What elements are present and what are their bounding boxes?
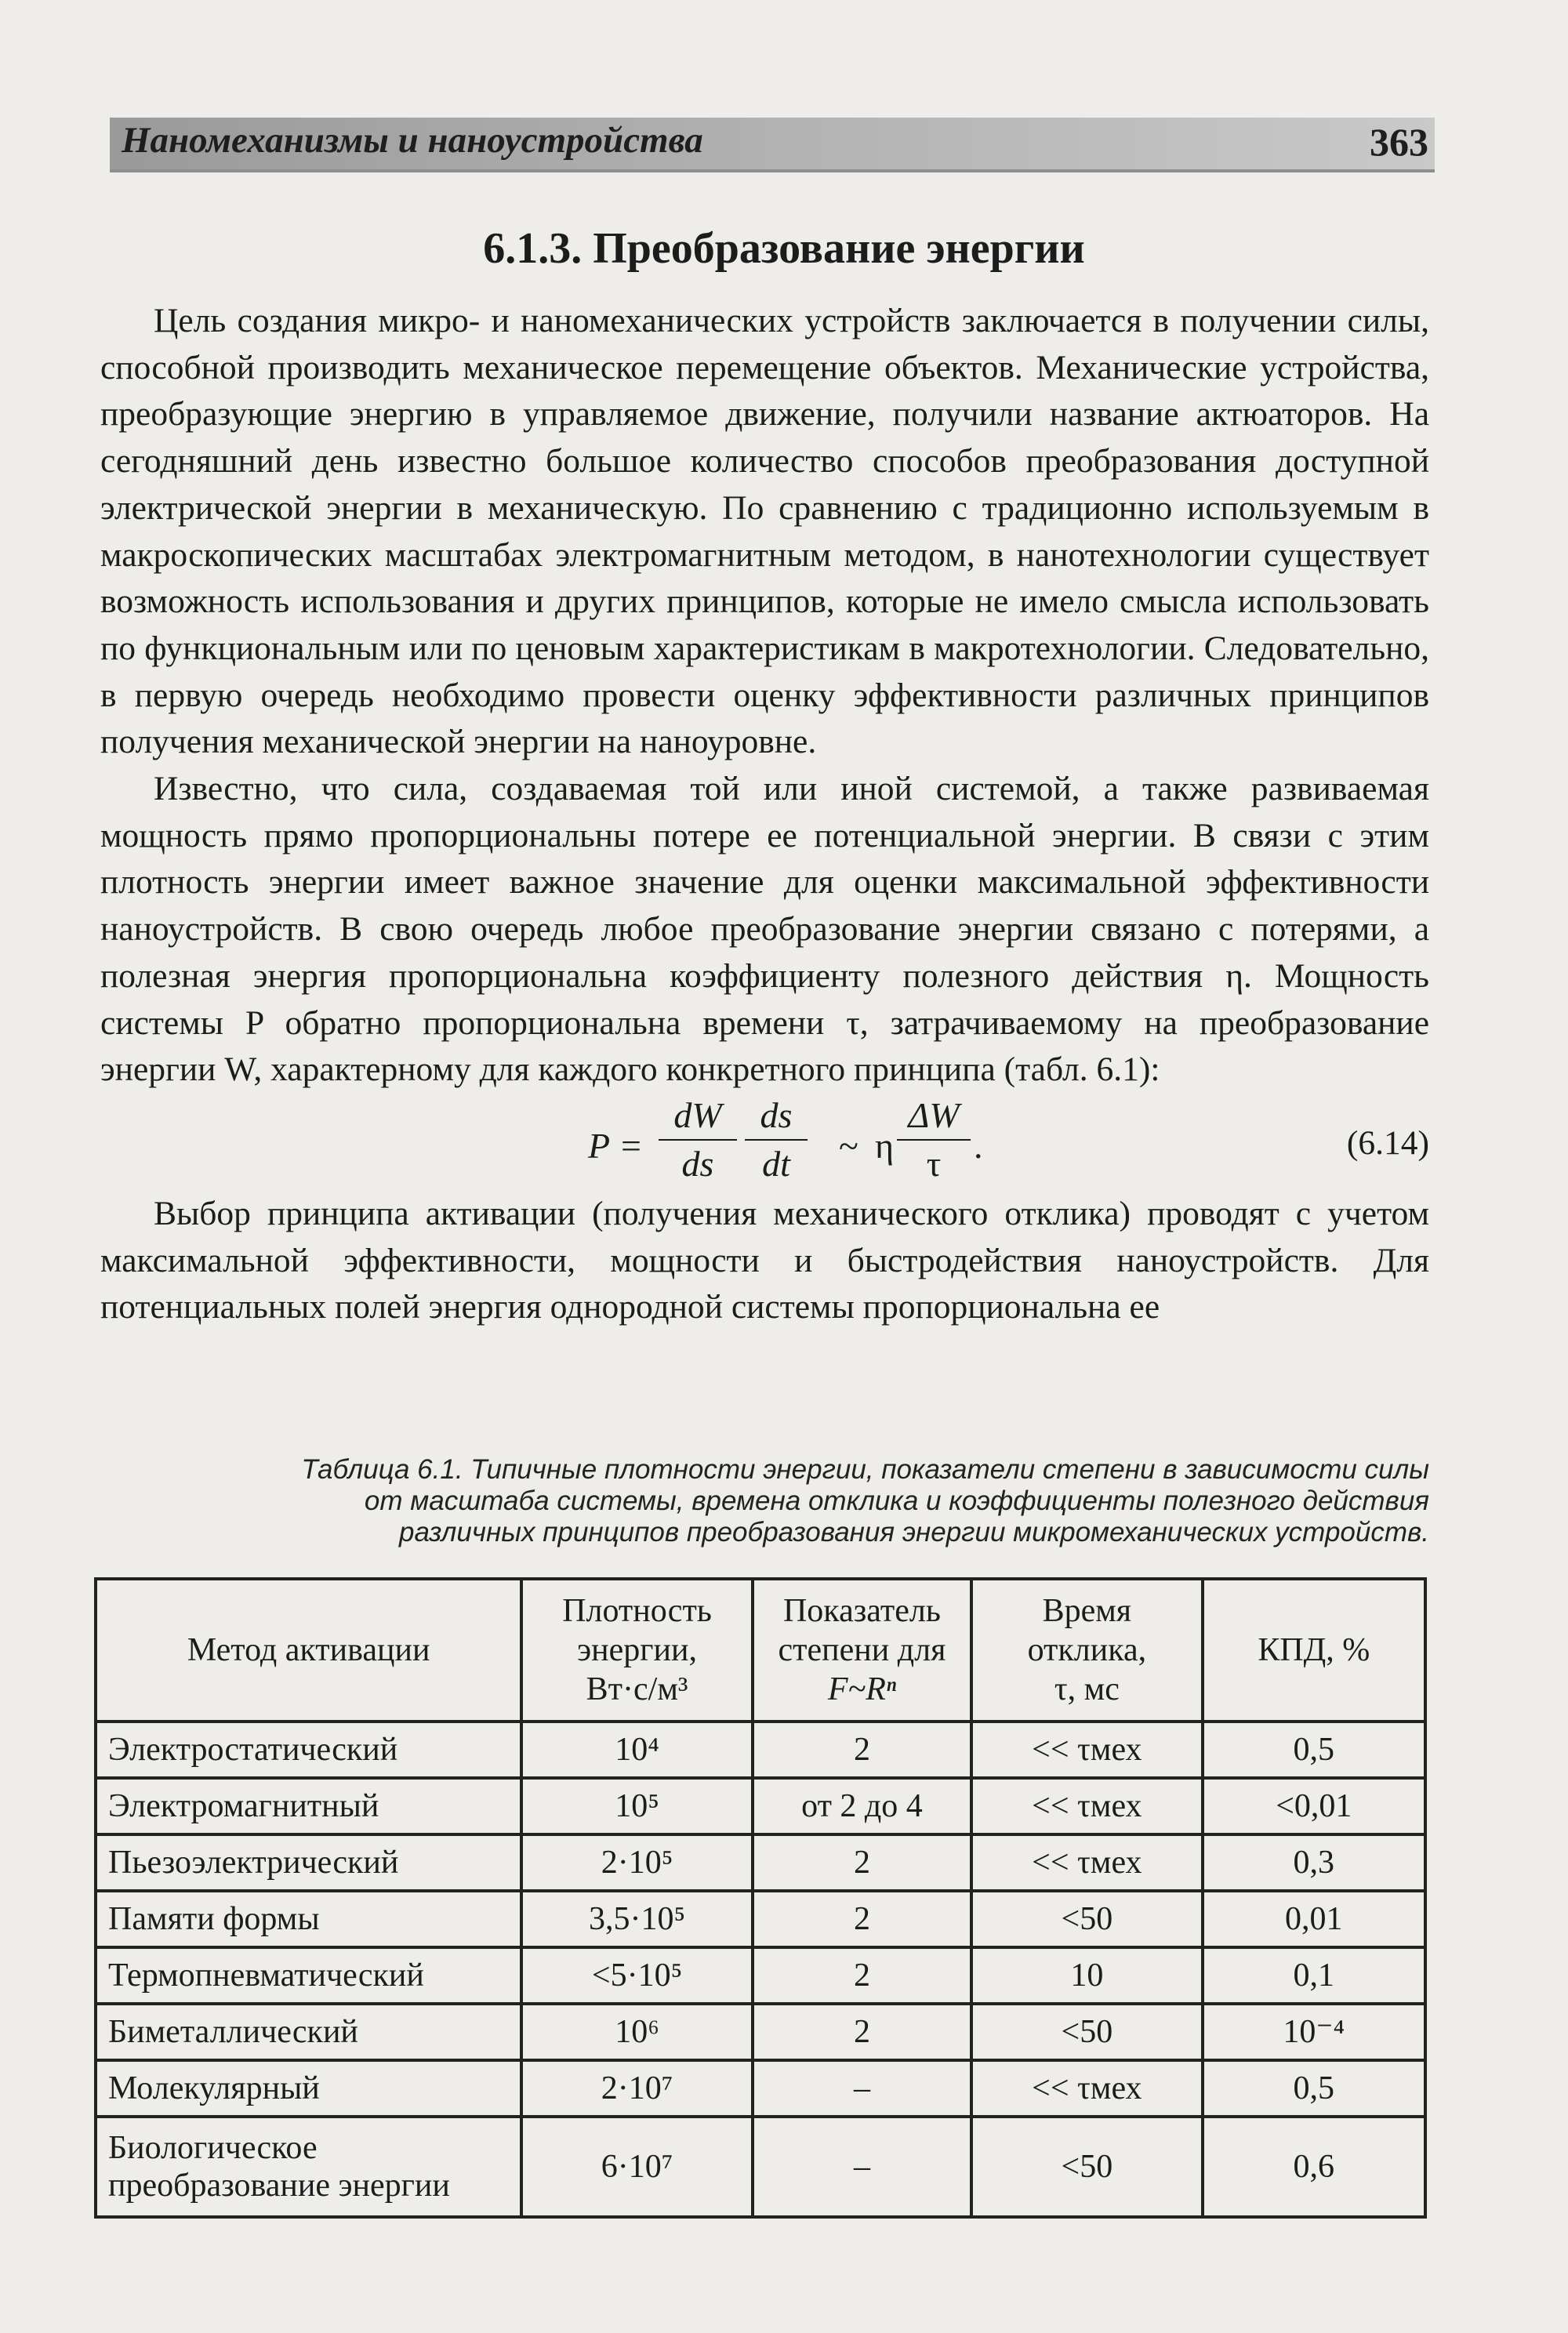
header-response-time [971, 1579, 1203, 1722]
formula-lhs: P [588, 1125, 611, 1166]
header-line: отклика, [1027, 1632, 1147, 1668]
cell-method: Электростатический [96, 1722, 521, 1778]
cell-method: Электромагнитный [96, 1778, 521, 1834]
caption-line: Таблица 6.1. Типичные плотности энергии, показатели степени в зависимости силы [301, 1454, 1429, 1485]
cell-exponent: 2 [753, 2004, 971, 2060]
cell-density: <5·10⁵ [521, 1947, 753, 2004]
caption-line: различных принципов преобразования энергии микромеханических устройств. [399, 1517, 1429, 1547]
cell-time: <50 [971, 2117, 1203, 2217]
cell-efficiency: 10⁻⁴ [1203, 2004, 1425, 2060]
table-row [96, 2117, 1425, 2217]
fraction-denominator: dt [762, 1143, 790, 1184]
paragraph: Выбор принципа активации (получения механического отклика) проводят с учетом максимальной эффективности, мощности и быстродействия наноустройств. Для потенциальных полей энергия однородной системы пропорциональна ее [100, 1194, 1429, 1326]
cell-method: Биметаллический [96, 2004, 521, 2060]
fraction-numerator: ds [760, 1094, 793, 1135]
cell-method: Молекулярный [96, 2060, 521, 2117]
header-line: энергии, [577, 1632, 697, 1668]
cell-time: << τмех [971, 1722, 1203, 1778]
table-body [96, 1722, 1425, 2217]
energy-table [94, 1577, 1427, 2219]
cell-efficiency: 0,6 [1203, 2117, 1425, 2217]
formula-equals: = [621, 1125, 641, 1166]
cell-exponent: – [753, 2060, 971, 2117]
table-header-row [96, 1579, 1425, 1722]
cell-method: Термопневматический [96, 1947, 521, 2004]
caption-line: от масштаба системы, времена отклика и коэффициенты полезного действия [364, 1486, 1429, 1516]
paragraph: Известно, что сила, создаваемая той или иной системой, а также развиваемая мощность прямо пропорциональны потере ее потенциальной энергии. В связи с этим плотность энергии имеет важное значение для оценки максимальной эффективности наноустройств. В свою очередь любое преобразование энергии связано с потерями, а полезная энергия пропорциональна коэффициенту полезного действия η. Мощность системы P обратно пропорциональна времени τ, затрачиваемому на преобразование энергии W, характерному для каждого конкретного принципа (табл. 6.1): [100, 770, 1429, 1089]
body-text [100, 298, 1429, 1331]
fraction-bar [745, 1139, 808, 1141]
table-row [96, 1834, 1425, 1891]
cell-method: Памяти формы [96, 1891, 521, 1947]
cell-efficiency: 0,1 [1203, 1947, 1425, 2004]
cell-exponent: 2 [753, 1722, 971, 1778]
cell-density: 10⁶ [521, 2004, 753, 2060]
fraction-bar [897, 1139, 971, 1141]
running-head: Наномеханизмы и наноустройства [122, 120, 703, 161]
header-density [521, 1579, 753, 1722]
table-row [96, 2060, 1425, 2117]
cell-time: << τмех [971, 1778, 1203, 1834]
cell-density: 10⁴ [521, 1722, 753, 1778]
header-line: степени для [778, 1632, 946, 1668]
cell-exponent: 2 [753, 1834, 971, 1891]
cell-method: Пьезоэлектрический [96, 1834, 521, 1891]
cell-exponent: – [753, 2117, 971, 2217]
cell-efficiency: 0,01 [1203, 1891, 1425, 1947]
formula-fraction-dw-ds [659, 1094, 737, 1186]
table-row [96, 1722, 1425, 1778]
fraction-numerator: ΔW [908, 1094, 960, 1135]
header-method: Метод активации [96, 1579, 521, 1722]
cell-exponent: 2 [753, 1891, 971, 1947]
fraction-denominator: τ [926, 1143, 942, 1184]
fraction-denominator: ds [681, 1143, 714, 1184]
paragraph: Цель создания микро- и наномеханических устройств заключается в получении силы, способной производить механическое перемещение объектов. Механические устройства, преобразующие энергию в управляемое движение, получили название актюаторов. На сегодняшний день известно большое количество способов преобразования доступной электрической энергии в механическую. По сравнению с традиционно используемым в макроскопических масштабах электромагнитным методом, в нанотехнологии существует возможность использования и других принципов, которые не имело смысла использовать по функциональным или по ценовым характеристикам в макротехнологии. Следовательно, в первую очередь необходимо провести оценку эффективности различных принципов получения механической энергии на наноуровне. [100, 302, 1429, 761]
cell-density: 2·10⁵ [521, 1834, 753, 1891]
cell-time: <50 [971, 2004, 1203, 2060]
cell-exponent: от 2 до 4 [753, 1778, 971, 1834]
cell-method: Биологическое преобразование энергии [96, 2117, 521, 2217]
formula-number: (6.14) [1346, 1123, 1429, 1162]
cell-density: 2·10⁷ [521, 2060, 753, 2117]
section-title: 6.1.3. Преобразование энергии [483, 224, 1085, 273]
header-equation: F~Rⁿ [827, 1671, 897, 1707]
fraction-bar [659, 1139, 737, 1141]
cell-time: << τмех [971, 1834, 1203, 1891]
cell-efficiency: 0,5 [1203, 1722, 1425, 1778]
cell-density: 10⁵ [521, 1778, 753, 1834]
table-caption [100, 1454, 1429, 1548]
cell-time: 10 [971, 1947, 1203, 2004]
header-line: τ, мс [1054, 1671, 1120, 1707]
cell-time: << τмех [971, 2060, 1203, 2117]
fraction-numerator: dW [673, 1094, 722, 1135]
header-exponent [753, 1579, 971, 1722]
cell-density: 6·10⁷ [521, 2117, 753, 2217]
formula-fraction-ds-dt [745, 1094, 808, 1186]
cell-efficiency: <0,01 [1203, 1778, 1425, 1834]
formula-period: . [974, 1125, 983, 1166]
cell-efficiency: 0,3 [1203, 1834, 1425, 1891]
header-line: Показатель [782, 1593, 941, 1629]
header-line: Плотность [562, 1593, 712, 1629]
formula-6-14 [100, 1094, 1429, 1191]
table-row [96, 1778, 1425, 1834]
cell-density: 3,5·10⁵ [521, 1891, 753, 1947]
table-row [96, 2004, 1425, 2060]
cell-time: <50 [971, 1891, 1203, 1947]
cell-efficiency: 0,5 [1203, 2060, 1425, 2117]
header-unit: Вт·с/м³ [586, 1671, 688, 1707]
cell-exponent: 2 [753, 1947, 971, 2004]
header-efficiency: КПД, % [1203, 1579, 1425, 1722]
table-row [96, 1947, 1425, 2004]
formula-fraction-dw-tau [897, 1094, 971, 1186]
formula-tilde: ~ [839, 1125, 858, 1166]
page-number: 363 [1370, 120, 1428, 164]
table-row [96, 1891, 1425, 1947]
header-line: Время [1042, 1593, 1132, 1629]
formula-eta: η [875, 1125, 895, 1166]
